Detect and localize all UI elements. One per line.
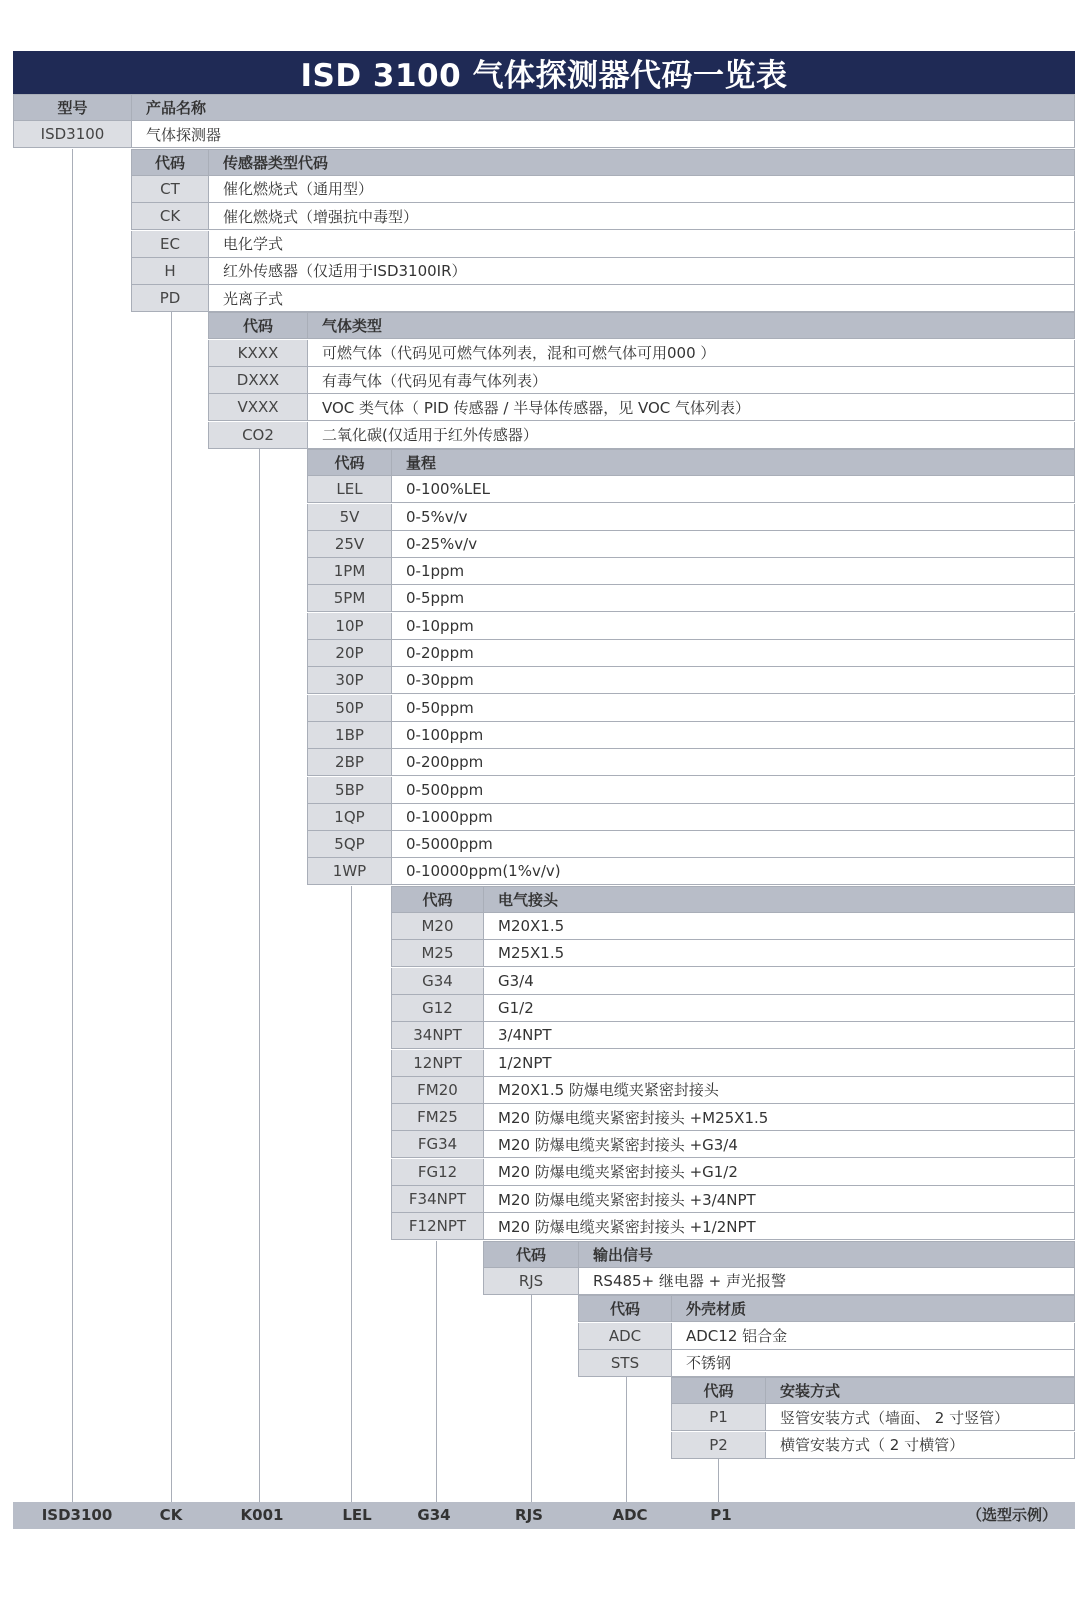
table-row bbox=[307, 585, 1075, 612]
table-row bbox=[307, 831, 1075, 858]
example-code: ADC bbox=[612, 1506, 648, 1524]
selection-example-bar bbox=[13, 1502, 1075, 1529]
code-cell: 20P bbox=[307, 640, 391, 667]
desc-cell: 气体探测器 bbox=[131, 121, 1075, 148]
desc-cell: 0-50ppm bbox=[391, 695, 1075, 722]
code-cell: FG34 bbox=[391, 1131, 483, 1158]
connector-line bbox=[718, 1459, 719, 1502]
code-cell: CK bbox=[131, 203, 208, 230]
desc-cell: 0-5ppm bbox=[391, 585, 1075, 612]
table-row bbox=[208, 367, 1075, 394]
table-row bbox=[391, 1186, 1075, 1213]
section-header bbox=[131, 149, 1075, 176]
connector-line bbox=[72, 149, 73, 1502]
desc-cell: 1/2NPT bbox=[483, 1050, 1075, 1077]
table-row bbox=[307, 749, 1075, 776]
table-row bbox=[307, 558, 1075, 585]
code-cell: F12NPT bbox=[391, 1213, 483, 1240]
code-cell: FM20 bbox=[391, 1077, 483, 1104]
connector-line bbox=[259, 449, 260, 1502]
table-row bbox=[307, 777, 1075, 804]
table-row bbox=[391, 995, 1075, 1022]
code-cell: H bbox=[131, 258, 208, 285]
section-header bbox=[307, 449, 1075, 476]
table-row bbox=[391, 968, 1075, 995]
section-header bbox=[208, 312, 1075, 339]
table-row bbox=[391, 1131, 1075, 1158]
desc-cell: 电化学式 bbox=[208, 231, 1075, 258]
example-code: P1 bbox=[710, 1506, 732, 1524]
desc-cell: 竖管安装方式（墙面、 2 寸竖管） bbox=[765, 1404, 1075, 1431]
code-cell: EC bbox=[131, 231, 208, 258]
header-code-cell: 代码 bbox=[208, 312, 307, 339]
table-row bbox=[307, 695, 1075, 722]
desc-cell: M20X1.5 防爆电缆夹紧密封接头 bbox=[483, 1077, 1075, 1104]
code-cell: 5PM bbox=[307, 585, 391, 612]
table-row bbox=[391, 913, 1075, 940]
header-code-cell: 代码 bbox=[391, 886, 483, 913]
desc-cell: 0-200ppm bbox=[391, 749, 1075, 776]
table-row bbox=[131, 231, 1075, 258]
code-cell: 50P bbox=[307, 695, 391, 722]
desc-cell: 0-10ppm bbox=[391, 613, 1075, 640]
code-cell: ADC bbox=[578, 1323, 671, 1350]
desc-cell: 光离子式 bbox=[208, 285, 1075, 312]
desc-cell: 0-5000ppm bbox=[391, 831, 1075, 858]
code-cell: 1WP bbox=[307, 858, 391, 885]
desc-cell: 有毒气体（代码见有毒气体列表） bbox=[307, 367, 1075, 394]
code-cell: FM25 bbox=[391, 1104, 483, 1131]
example-code: ISD3100 bbox=[41, 1506, 113, 1524]
desc-cell: 红外传感器（仅适用于ISD3100IR） bbox=[208, 258, 1075, 285]
code-cell: FG12 bbox=[391, 1159, 483, 1186]
table-row bbox=[208, 340, 1075, 367]
header-desc-cell: 输出信号 bbox=[578, 1241, 1075, 1268]
table-row bbox=[307, 858, 1075, 885]
desc-cell: ADC12 铝合金 bbox=[671, 1323, 1075, 1350]
code-cell: 30P bbox=[307, 667, 391, 694]
code-cell: PD bbox=[131, 285, 208, 312]
header-desc-cell: 传感器类型代码 bbox=[208, 149, 1075, 176]
header-code-cell: 型号 bbox=[13, 94, 131, 121]
code-cell: LEL bbox=[307, 476, 391, 503]
header-desc-cell: 外壳材质 bbox=[671, 1295, 1075, 1322]
header-code-cell: 代码 bbox=[307, 449, 391, 476]
table-row bbox=[391, 1022, 1075, 1049]
code-cell: 1QP bbox=[307, 804, 391, 831]
code-cell: 12NPT bbox=[391, 1050, 483, 1077]
code-cell: ISD3100 bbox=[13, 121, 131, 148]
desc-cell: G1/2 bbox=[483, 995, 1075, 1022]
code-cell: 34NPT bbox=[391, 1022, 483, 1049]
header-code-cell: 代码 bbox=[483, 1241, 578, 1268]
page-title: ISD 3100 气体探测器代码一览表 bbox=[13, 51, 1075, 94]
desc-cell: M20 防爆电缆夹紧密封接头 +G1/2 bbox=[483, 1159, 1075, 1186]
code-cell: G34 bbox=[391, 968, 483, 995]
desc-cell: M20 防爆电缆夹紧密封接头 +3/4NPT bbox=[483, 1186, 1075, 1213]
connector-line bbox=[531, 1295, 532, 1502]
example-code: K001 bbox=[240, 1506, 284, 1524]
example-code: CK bbox=[159, 1506, 183, 1524]
table-row bbox=[307, 804, 1075, 831]
table-row bbox=[391, 1077, 1075, 1104]
code-cell: P1 bbox=[671, 1404, 765, 1431]
code-cell: 1BP bbox=[307, 722, 391, 749]
section-header bbox=[483, 1241, 1075, 1268]
code-cell: 1PM bbox=[307, 558, 391, 585]
code-cell: 2BP bbox=[307, 749, 391, 776]
code-cell: F34NPT bbox=[391, 1186, 483, 1213]
code-cell: 5QP bbox=[307, 831, 391, 858]
desc-cell: 二氧化碳(仅适用于红外传感器） bbox=[307, 422, 1075, 449]
code-cell: M25 bbox=[391, 940, 483, 967]
desc-cell: 0-30ppm bbox=[391, 667, 1075, 694]
desc-cell: M20X1.5 bbox=[483, 913, 1075, 940]
code-cell: CO2 bbox=[208, 422, 307, 449]
desc-cell: 横管安装方式（ 2 寸横管） bbox=[765, 1432, 1075, 1459]
table-row bbox=[307, 613, 1075, 640]
table-row bbox=[131, 203, 1075, 230]
desc-cell: 0-1ppm bbox=[391, 558, 1075, 585]
desc-cell: 0-100ppm bbox=[391, 722, 1075, 749]
desc-cell: 0-500ppm bbox=[391, 777, 1075, 804]
header-desc-cell: 气体类型 bbox=[307, 312, 1075, 339]
code-cell: VXXX bbox=[208, 394, 307, 421]
section-header bbox=[391, 886, 1075, 913]
header-desc-cell: 安装方式 bbox=[765, 1377, 1075, 1404]
table-row bbox=[307, 667, 1075, 694]
table-row bbox=[13, 121, 1075, 148]
table-row bbox=[391, 1050, 1075, 1077]
table-row bbox=[671, 1432, 1075, 1459]
table-row bbox=[307, 722, 1075, 749]
desc-cell: 可燃气体（代码见可燃气体列表，混和可燃气体可用000 ） bbox=[307, 340, 1075, 367]
example-label: （选型示例） bbox=[966, 1506, 1057, 1524]
table-row bbox=[483, 1268, 1075, 1295]
connector-line bbox=[626, 1377, 627, 1502]
desc-cell: 0-25%v/v bbox=[391, 531, 1075, 558]
desc-cell: 0-5%v/v bbox=[391, 504, 1075, 531]
code-cell: KXXX bbox=[208, 340, 307, 367]
example-code: G34 bbox=[417, 1506, 451, 1524]
desc-cell: 催化燃烧式（通用型） bbox=[208, 176, 1075, 203]
table-row bbox=[671, 1404, 1075, 1431]
table-row bbox=[208, 422, 1075, 449]
desc-cell: 3/4NPT bbox=[483, 1022, 1075, 1049]
code-cell: 5BP bbox=[307, 777, 391, 804]
table-row bbox=[307, 476, 1075, 503]
code-cell: DXXX bbox=[208, 367, 307, 394]
desc-cell: M20 防爆电缆夹紧密封接头 +1/2NPT bbox=[483, 1213, 1075, 1240]
example-code: LEL bbox=[342, 1506, 372, 1524]
table-row bbox=[208, 394, 1075, 421]
table-row bbox=[391, 940, 1075, 967]
table-row bbox=[307, 531, 1075, 558]
connector-line bbox=[436, 1241, 437, 1502]
table-row bbox=[307, 504, 1075, 531]
desc-cell: 0-100%LEL bbox=[391, 476, 1075, 503]
table-row bbox=[131, 176, 1075, 203]
code-cell: 5V bbox=[307, 504, 391, 531]
code-cell: 25V bbox=[307, 531, 391, 558]
header-code-cell: 代码 bbox=[671, 1377, 765, 1404]
desc-cell: VOC 类气体（ PID 传感器 / 半导体传感器，见 VOC 气体列表） bbox=[307, 394, 1075, 421]
example-code: RJS bbox=[515, 1506, 543, 1524]
table-row bbox=[391, 1159, 1075, 1186]
table-row bbox=[578, 1350, 1075, 1377]
desc-cell: 催化燃烧式（增强抗中毒型） bbox=[208, 203, 1075, 230]
table-row bbox=[578, 1323, 1075, 1350]
code-cell: G12 bbox=[391, 995, 483, 1022]
desc-cell: M20 防爆电缆夹紧密封接头 +G3/4 bbox=[483, 1131, 1075, 1158]
code-cell: STS bbox=[578, 1350, 671, 1377]
code-cell: CT bbox=[131, 176, 208, 203]
desc-cell: G3/4 bbox=[483, 968, 1075, 995]
header-desc-cell: 电气接头 bbox=[483, 886, 1075, 913]
desc-cell: 0-20ppm bbox=[391, 640, 1075, 667]
table-row bbox=[307, 640, 1075, 667]
table-row bbox=[131, 258, 1075, 285]
desc-cell: M20 防爆电缆夹紧密封接头 +M25X1.5 bbox=[483, 1104, 1075, 1131]
desc-cell: 0-1000ppm bbox=[391, 804, 1075, 831]
code-cell: M20 bbox=[391, 913, 483, 940]
section-header bbox=[671, 1377, 1075, 1404]
table-row bbox=[391, 1104, 1075, 1131]
table-row bbox=[391, 1213, 1075, 1240]
header-code-cell: 代码 bbox=[578, 1295, 671, 1322]
section-header bbox=[13, 94, 1075, 121]
header-code-cell: 代码 bbox=[131, 149, 208, 176]
header-desc-cell: 产品名称 bbox=[131, 94, 1075, 121]
header-desc-cell: 量程 bbox=[391, 449, 1075, 476]
table-row bbox=[131, 285, 1075, 312]
section-header bbox=[578, 1295, 1075, 1322]
code-cell: 10P bbox=[307, 613, 391, 640]
connector-line bbox=[171, 312, 172, 1502]
desc-cell: 0-10000ppm(1%v/v) bbox=[391, 858, 1075, 885]
desc-cell: M25X1.5 bbox=[483, 940, 1075, 967]
connector-line bbox=[351, 886, 352, 1502]
desc-cell: 不锈钢 bbox=[671, 1350, 1075, 1377]
code-cell: P2 bbox=[671, 1432, 765, 1459]
code-cell: RJS bbox=[483, 1268, 578, 1295]
desc-cell: RS485+ 继电器 + 声光报警 bbox=[578, 1268, 1075, 1295]
